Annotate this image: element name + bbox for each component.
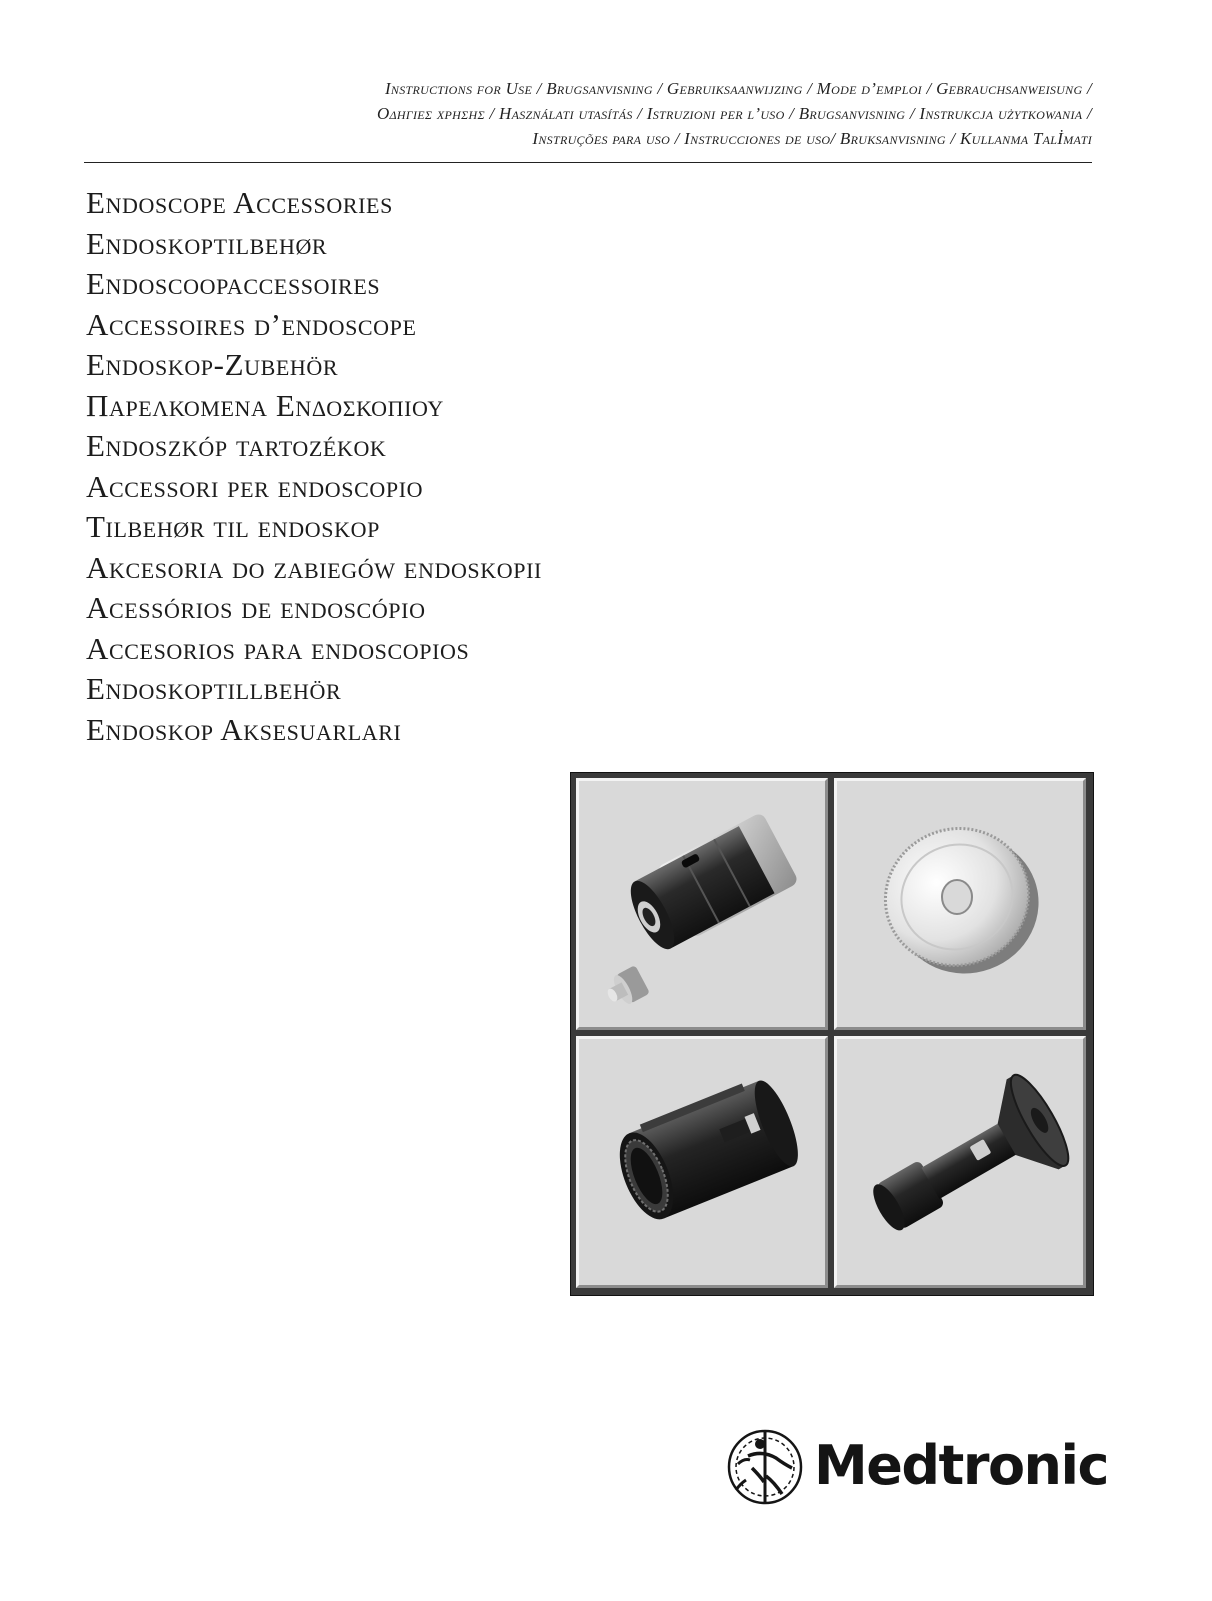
title-tr: Endoskop Aksesuarlari <box>86 711 402 747</box>
knurled-disc-illustration <box>837 781 1083 1027</box>
product-image-threaded-sleeve <box>576 1036 828 1288</box>
title-en: Endoscope Accessories <box>86 185 393 220</box>
title-no: Tilbehør til endoskop <box>86 509 380 544</box>
product-figure <box>570 772 1094 1296</box>
title-pt: Acessórios de endoscópio <box>86 590 426 625</box>
medtronic-emblem-icon <box>722 1424 808 1510</box>
adapter-assembly-illustration <box>579 781 825 1027</box>
header-line: Instructions for Use / Brugsanvisning / Gebruiksaanwijzing / Mode d’emploi / Gebrauchsanweisung / <box>384 79 1092 98</box>
title-list <box>86 183 542 750</box>
header-languages <box>84 76 1092 151</box>
title-pl: Akcesoria do zabiegów endoskopii <box>86 549 542 585</box>
title-fr: Accessoires d’endoscope <box>86 306 417 342</box>
header-line: Instruções para uso / Instrucciones de uso/ Bruksanvisning / Kullanma Talİmati <box>532 129 1092 148</box>
threaded-sleeve-illustration <box>579 1039 825 1285</box>
title-de: Endoskop-Zubehör <box>86 347 339 382</box>
brand-name: Medtronic <box>814 1434 1109 1497</box>
medtronic-logo <box>722 1424 1109 1514</box>
header-divider <box>84 162 1092 163</box>
product-image-handle <box>834 1036 1086 1288</box>
header-line: Οδηγιεσ χρησησ / Használati utasítás / Istruzioni per l’uso / Brugsanvisning / Instrukcja użytkowania / <box>376 104 1092 123</box>
title-nl: Endoscoopaccessoires <box>86 266 381 301</box>
handle-illustration <box>837 1039 1083 1285</box>
title-da: Endoskoptilbehør <box>86 225 328 261</box>
title-sv: Endoskoptillbehör <box>86 671 342 706</box>
title-es: Accesorios para endoscopios <box>86 630 470 666</box>
product-image-adapter-assembly <box>576 778 828 1030</box>
title-hu: Endoszkóp tartozékok <box>86 428 387 463</box>
title-el: Παρελκομενα Ενδοσκοπιου <box>86 387 444 423</box>
product-image-knurled-disc <box>834 778 1086 1030</box>
title-it: Accessori per endoscopio <box>86 468 424 504</box>
